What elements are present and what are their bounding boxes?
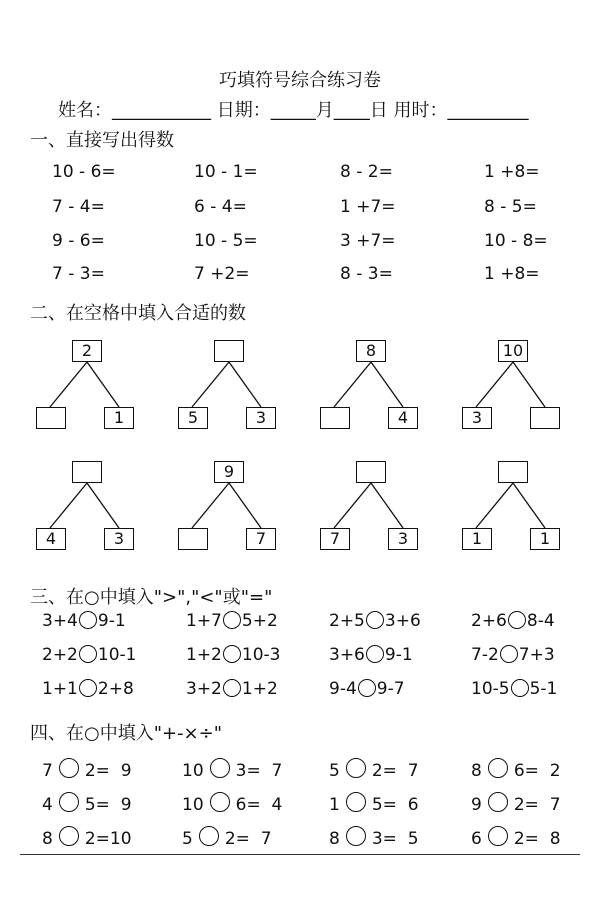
- comparison-3-3: [329, 679, 405, 699]
- operator-circle[interactable]: [59, 758, 79, 778]
- comparison-3-4: [471, 679, 557, 699]
- answer-circle[interactable]: [358, 679, 376, 697]
- operator-problem-2-4: [471, 792, 561, 815]
- problem-3-4: 10 - 8=: [484, 231, 548, 251]
- number-tree-3: [320, 340, 450, 436]
- second-operand-result: 2= 9: [84, 761, 132, 781]
- left-expression: 2+5: [329, 611, 365, 631]
- tree-top-box: 2: [72, 340, 102, 362]
- comparison-2-1: [42, 645, 136, 665]
- operator-problem-1-3: [329, 758, 419, 781]
- first-operand: 8: [329, 829, 340, 849]
- problem-1-3: 8 - 2=: [340, 162, 393, 182]
- right-expression: 10-3: [241, 645, 281, 665]
- worksheet-title: 巧填符号综合练习卷: [219, 70, 381, 91]
- operator-circle[interactable]: [488, 792, 508, 812]
- first-operand: 9: [471, 795, 482, 815]
- comparison-1-3: [329, 611, 421, 631]
- second-operand-result: 2= 7: [371, 761, 419, 781]
- problem-1-1: 10 - 6=: [52, 162, 116, 182]
- second-operand-result: 2= 8: [513, 829, 561, 849]
- tree-right-box: 1: [530, 528, 560, 550]
- left-expression: 9-4: [329, 679, 357, 699]
- left-expression: 2+2: [42, 645, 78, 665]
- tree-right-box: 4: [388, 407, 418, 429]
- tree-top-box[interactable]: [498, 461, 528, 483]
- problem-2-1: 7 - 4=: [52, 197, 105, 217]
- tree-right-box: 3: [246, 407, 276, 429]
- first-operand: 1: [329, 795, 340, 815]
- problem-4-1: 7 - 3=: [52, 264, 105, 284]
- right-expression: 5+2: [241, 611, 278, 631]
- tree-top-box: 10: [498, 340, 528, 362]
- second-operand-result: 6= 2: [513, 761, 561, 781]
- number-tree-5: [36, 461, 166, 557]
- operator-circle[interactable]: [346, 792, 366, 812]
- answer-circle[interactable]: [79, 645, 97, 663]
- tree-right-box: 7: [246, 528, 276, 550]
- problem-3-1: 9 - 6=: [52, 231, 105, 251]
- number-tree-1: [36, 340, 166, 436]
- right-expression: 9-1: [384, 645, 413, 665]
- answer-circle[interactable]: [511, 679, 529, 697]
- first-operand: 5: [329, 761, 340, 781]
- problem-4-4: 1 +8=: [484, 264, 540, 284]
- answer-circle[interactable]: [500, 645, 518, 663]
- section3-title: 三、在○中填入">","<"或"=": [30, 587, 273, 608]
- tree-left-box: 5: [178, 407, 208, 429]
- right-expression: 3+6: [384, 611, 421, 631]
- tree-top-box: 9: [214, 461, 244, 483]
- first-operand: 8: [42, 829, 53, 849]
- operator-problem-3-2: [182, 826, 272, 849]
- left-expression: 10-5: [471, 679, 510, 699]
- first-operand: 5: [182, 829, 193, 849]
- right-expression: 9-7: [376, 679, 405, 699]
- comparison-2-3: [329, 645, 413, 665]
- operator-circle[interactable]: [210, 758, 230, 778]
- student-info-line: 姓名：___________ 日期：_____月____日 用时：_________: [58, 100, 529, 121]
- second-operand-result: 2=10: [84, 829, 132, 849]
- section1-title: 一、直接写出得数: [30, 130, 174, 151]
- operator-circle[interactable]: [59, 826, 79, 846]
- bottom-divider: [20, 854, 580, 855]
- comparison-3-1: [42, 679, 134, 699]
- second-operand-result: 5= 6: [371, 795, 419, 815]
- tree-top-box[interactable]: [214, 340, 244, 362]
- number-tree-6: [178, 461, 308, 557]
- first-operand: 10: [182, 761, 204, 781]
- right-expression: 10-1: [97, 645, 137, 665]
- operator-circle[interactable]: [346, 758, 366, 778]
- comparison-2-2: [186, 645, 280, 665]
- comparison-1-2: [186, 611, 278, 631]
- operator-problem-1-4: [471, 758, 561, 781]
- right-expression: 8-4: [526, 611, 555, 631]
- first-operand: 7: [42, 761, 53, 781]
- right-expression: 9-1: [97, 611, 126, 631]
- section4-title: 四、在○中填入"+-×÷": [30, 723, 223, 744]
- comparison-3-2: [186, 679, 278, 699]
- operator-circle[interactable]: [199, 826, 219, 846]
- first-operand: 6: [471, 829, 482, 849]
- left-expression: 1+1: [42, 679, 78, 699]
- operator-circle[interactable]: [210, 792, 230, 812]
- problem-2-2: 6 - 4=: [194, 197, 247, 217]
- answer-circle[interactable]: [79, 611, 97, 629]
- tree-top-box[interactable]: [356, 461, 386, 483]
- number-tree-8: [462, 461, 592, 557]
- operator-problem-3-4: [471, 826, 561, 849]
- first-operand: 4: [42, 795, 53, 815]
- right-expression: 5-1: [529, 679, 558, 699]
- tree-left-box: 7: [320, 528, 350, 550]
- section2-title: 二、在空格中填入合适的数: [30, 303, 246, 324]
- answer-circle[interactable]: [508, 611, 526, 629]
- tree-right-box: 3: [104, 528, 134, 550]
- comparison-2-4: [471, 645, 555, 665]
- comparison-1-1: [42, 611, 126, 631]
- problem-2-3: 1 +7=: [340, 197, 396, 217]
- tree-right-box[interactable]: [530, 407, 560, 429]
- operator-problem-3-3: [329, 826, 419, 849]
- second-operand-result: 6= 4: [235, 795, 283, 815]
- problem-1-4: 1 +8=: [484, 162, 540, 182]
- left-expression: 3+2: [186, 679, 222, 699]
- operator-circle[interactable]: [59, 792, 79, 812]
- problem-2-4: 8 - 5=: [484, 197, 537, 217]
- tree-left-box: 4: [36, 528, 66, 550]
- first-operand: 8: [471, 761, 482, 781]
- answer-circle[interactable]: [223, 645, 241, 663]
- tree-right-box: 3: [388, 528, 418, 550]
- left-expression: 1+7: [186, 611, 222, 631]
- second-operand-result: 2= 7: [513, 795, 561, 815]
- left-expression: 2+6: [471, 611, 507, 631]
- operator-circle[interactable]: [488, 826, 508, 846]
- second-operand-result: 5= 9: [84, 795, 132, 815]
- tree-left-box: 3: [462, 407, 492, 429]
- comparison-1-4: [471, 611, 555, 631]
- answer-circle[interactable]: [223, 611, 241, 629]
- answer-circle[interactable]: [366, 645, 384, 663]
- tree-left-box[interactable]: [320, 407, 350, 429]
- left-expression: 3+4: [42, 611, 78, 631]
- second-operand-result: 3= 7: [235, 761, 283, 781]
- operator-problem-2-1: [42, 792, 132, 815]
- answer-circle[interactable]: [79, 679, 97, 697]
- problem-3-2: 10 - 5=: [194, 231, 258, 251]
- operator-problem-2-3: [329, 792, 419, 815]
- tree-top-box: 8: [356, 340, 386, 362]
- problem-3-3: 3 +7=: [340, 231, 396, 251]
- operator-problem-1-1: [42, 758, 132, 781]
- tree-right-box: 1: [104, 407, 134, 429]
- problem-1-2: 10 - 1=: [194, 162, 258, 182]
- answer-circle[interactable]: [366, 611, 384, 629]
- operator-problem-1-2: [182, 758, 282, 781]
- number-tree-4: [462, 340, 592, 436]
- left-expression: 3+6: [329, 645, 365, 665]
- tree-left-box[interactable]: [178, 528, 208, 550]
- right-expression: 7+3: [518, 645, 555, 665]
- operator-circle[interactable]: [346, 826, 366, 846]
- problem-4-2: 7 +2=: [194, 264, 250, 284]
- left-expression: 7-2: [471, 645, 499, 665]
- second-operand-result: 2= 7: [224, 829, 272, 849]
- problem-4-3: 8 - 3=: [340, 264, 393, 284]
- tree-left-box[interactable]: [36, 407, 66, 429]
- operator-circle[interactable]: [488, 758, 508, 778]
- tree-left-box: 1: [462, 528, 492, 550]
- second-operand-result: 3= 5: [371, 829, 419, 849]
- number-tree-2: [178, 340, 308, 436]
- right-expression: 2+8: [97, 679, 134, 699]
- first-operand: 10: [182, 795, 204, 815]
- number-tree-7: [320, 461, 450, 557]
- operator-problem-2-2: [182, 792, 282, 815]
- tree-top-box[interactable]: [72, 461, 102, 483]
- right-expression: 1+2: [241, 679, 278, 699]
- operator-problem-3-1: [42, 826, 132, 849]
- answer-circle[interactable]: [223, 679, 241, 697]
- left-expression: 1+2: [186, 645, 222, 665]
